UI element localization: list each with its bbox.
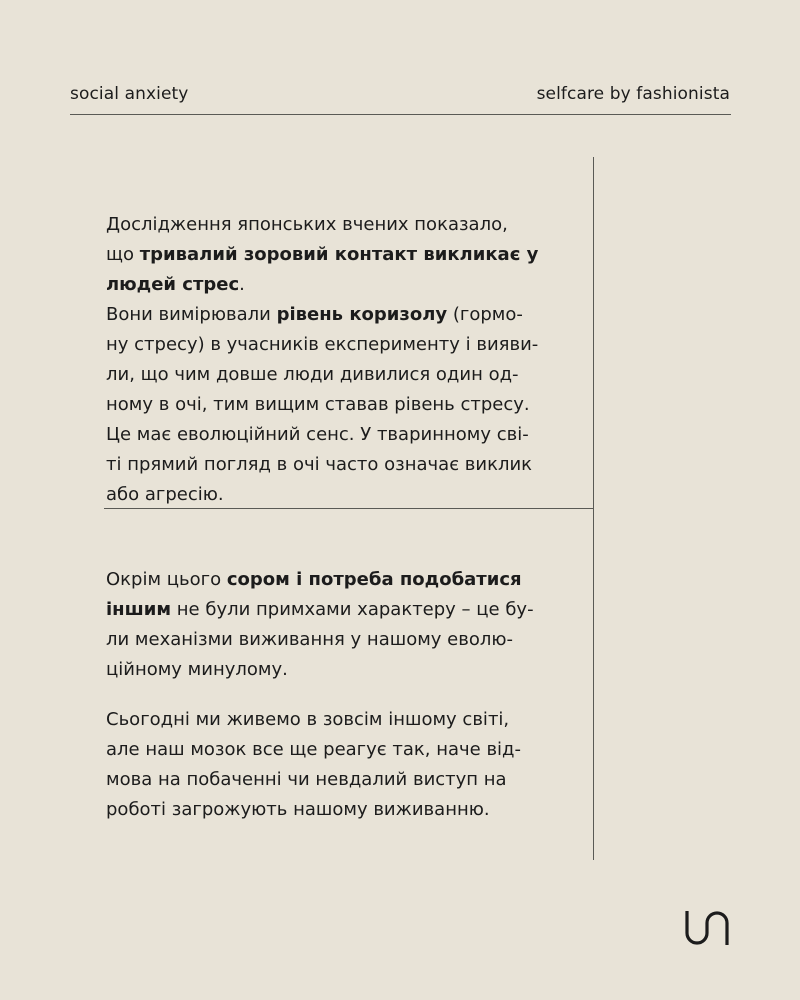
text-line bbox=[106, 795, 606, 825]
emphasis-text: сором і потреба подобатися bbox=[226, 569, 522, 590]
body-text: але наш мозок все ще реагує так, наче від- bbox=[106, 739, 521, 760]
body-text: не були примхами характеру – це бу- bbox=[171, 599, 534, 620]
emphasis-text: іншим bbox=[106, 599, 172, 620]
body-text: ли, що чим довше люди дивилися один од- bbox=[106, 364, 519, 385]
body-text: ну стресу) в учасників експерименту і вияви- bbox=[106, 334, 539, 355]
body-text: Сьогодні ми живемо в зовсім іншому світі, bbox=[106, 709, 510, 730]
text-line bbox=[106, 450, 606, 480]
emphasis-text: людей стрес bbox=[106, 274, 240, 295]
text-line bbox=[106, 655, 606, 685]
brand-logo-icon bbox=[683, 907, 731, 949]
body-text: ли механізми виживання у нашому еволю- bbox=[106, 629, 514, 650]
text-line bbox=[106, 480, 606, 510]
text-line bbox=[106, 210, 606, 240]
body-text: що bbox=[106, 244, 140, 265]
text-line bbox=[106, 705, 606, 735]
text-line bbox=[106, 625, 606, 655]
body-text: мова на побаченні чи невдалий виступ на bbox=[106, 769, 507, 790]
body-text: Дослідження японських вчених показало, bbox=[106, 214, 508, 235]
body-text: . bbox=[239, 274, 245, 295]
text-line bbox=[106, 390, 606, 420]
topic-label: social anxiety bbox=[70, 84, 189, 104]
text-line bbox=[106, 565, 606, 595]
header-divider bbox=[70, 114, 731, 115]
text-line bbox=[106, 330, 606, 360]
emphasis-text: рівень коризолу bbox=[276, 304, 448, 325]
text-line bbox=[106, 360, 606, 390]
paragraph-today bbox=[106, 705, 606, 825]
body-text: роботі загрожують нашому виживанню. bbox=[106, 799, 490, 820]
brand-label: selfcare by fashionista bbox=[536, 84, 730, 104]
body-text: ному в очі, тим вищим ставав рівень стресу. bbox=[106, 394, 530, 415]
paragraph-research bbox=[106, 210, 606, 510]
paragraph-shame bbox=[106, 565, 606, 685]
body-text: ті прямий погляд в очі часто означає виклик bbox=[106, 454, 533, 475]
text-line bbox=[106, 300, 606, 330]
body-text: ційному минулому. bbox=[106, 659, 288, 680]
text-line bbox=[106, 240, 606, 270]
body-text: Окрім цього bbox=[106, 569, 227, 590]
text-line bbox=[106, 270, 606, 300]
body-text: Вони вимірювали bbox=[106, 304, 277, 325]
body-text: (гормо- bbox=[447, 304, 523, 325]
text-line bbox=[106, 420, 606, 450]
text-line bbox=[106, 765, 606, 795]
text-line bbox=[106, 735, 606, 765]
text-line bbox=[106, 595, 606, 625]
body-text: Це має еволюційний сенс. У тваринному сві- bbox=[106, 424, 529, 445]
body-text: або агресію. bbox=[106, 484, 224, 505]
emphasis-text: тривалий зоровий контакт викликає у bbox=[139, 244, 539, 265]
page-header bbox=[70, 84, 730, 104]
